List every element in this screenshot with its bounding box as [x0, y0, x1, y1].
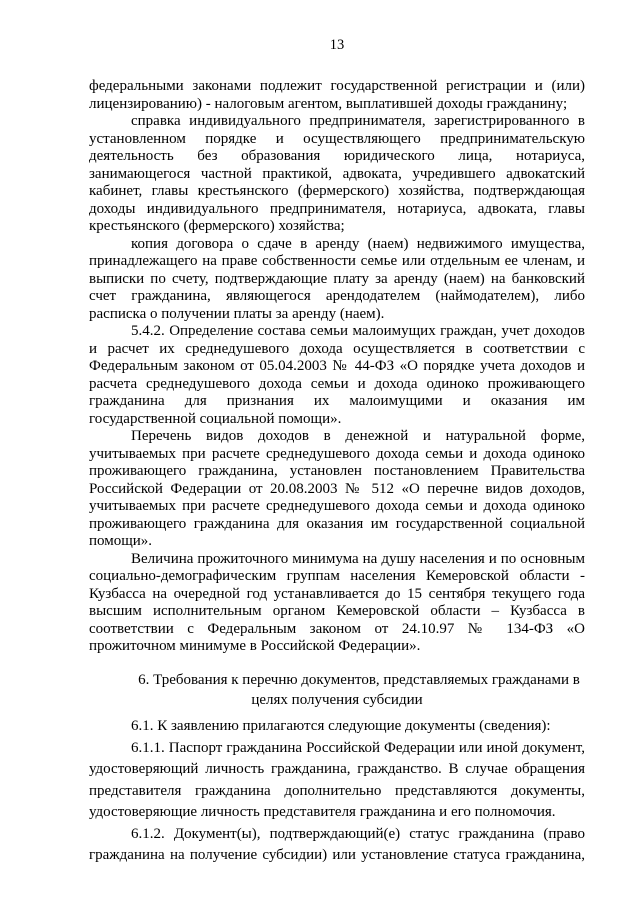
text-line: расписка о получении платы за аренду (наем). — [89, 305, 385, 322]
paragraph — [89, 738, 585, 824]
text-line: учитываемых при расчете среднедушевого дохода семьи и дохода одиноко — [89, 445, 585, 462]
section-6-heading — [89, 670, 585, 710]
text-line: справка индивидуального предпринимателя, зарегистрированного в — [131, 113, 585, 129]
text-line: и расчет их среднедушевого дохода осуществляется в соответствии с — [89, 340, 585, 357]
text-line: кабинет, главы крестьянского (фермерского) хозяйства, подтверждающая — [89, 183, 585, 199]
text-line: 6.1. К заявлению прилагаются следующие документы (сведения): — [131, 718, 551, 734]
page-number: 13 — [329, 37, 345, 53]
text-line: высшим исполнительным органом Кемеровской области – Кузбасса в — [89, 603, 585, 619]
text-line: деятельность без образования юридического лица, нотариуса, — [89, 148, 585, 164]
text-line: занимающегося частной практикой, адвоката, учредившего адвокатский — [89, 165, 585, 182]
text-line: 5.4.2. Определение состава семьи малоимущих граждан, учет доходов — [131, 323, 585, 339]
text-line: Перечень видов доходов в денежной и натуральной форме, — [131, 428, 585, 444]
text-line: доходы индивидуального предпринимателя, нотариуса, адвоката, главы — [89, 200, 585, 217]
text-line: 6.1.1. Паспорт гражданина Российской Федерации или иной документ, — [131, 739, 585, 756]
text-line: расчета среднедушевого дохода семьи и дохода одиноко проживающего — [89, 375, 585, 392]
paragraph — [89, 428, 585, 551]
text-line: помощи». — [89, 533, 153, 549]
text-line: проживающего гражданина для оказания им государственной социальной — [89, 515, 585, 532]
paragraph — [89, 824, 585, 867]
text-line: крестьянского (фермерского) хозяйства; — [89, 218, 345, 234]
text-line: счет гражданина, являющегося арендодателем (наймодателем), либо — [89, 288, 585, 304]
text-line: прожиточном минимуме в Российской Федерации». — [89, 638, 421, 654]
paragraph — [89, 323, 585, 428]
paragraph — [89, 551, 585, 656]
text-line: учитываемых при расчете среднедушевого дохода семьи и дохода одиноко — [89, 498, 585, 514]
heading-line: 6. Требования к перечню документов, представляемых гражданами в — [138, 672, 580, 688]
text-line: Российской Федерации от 20.08.2003 № 512 «О перечне видов доходов, — [89, 480, 585, 497]
text-line: установленном порядке и осуществляющего предпринимательскую — [89, 130, 585, 147]
paragraph — [89, 113, 585, 236]
text-line: социально-демографическим группам населения Кемеровской области - — [89, 568, 585, 584]
text-line: выписки по счету, подтверждающие плату за аренду (наем) на банковский — [89, 270, 585, 287]
text-line: представителя гражданина дополнительно представляются документы, — [89, 782, 585, 799]
text-line: соответствии с Федеральным законом от 24.10.97 № 134-ФЗ «О — [89, 620, 585, 637]
section-6-text — [89, 716, 585, 867]
text-line: принадлежащего на праве собственности семье или отдельным ее членам, и — [89, 253, 585, 269]
text-line: федеральными законами подлежит государственной регистрации и (или) — [89, 78, 585, 94]
text-line: удостоверяющие личность представителя гражданина и его полномочия. — [89, 804, 556, 820]
section-5-text — [89, 78, 585, 656]
text-line: Федеральным законом от 05.04.2003 № 44-ФЗ «О порядке учета доходов и — [89, 358, 585, 374]
paragraph — [89, 78, 585, 113]
text-line: гражданина на получение субсидии) или установление статуса гражданина, — [89, 847, 585, 863]
text-line: государственной социальной помощи». — [89, 410, 342, 427]
text-line: копия договора о сдаче в аренду (наем) недвижимого имущества, — [131, 235, 585, 252]
text-line: удостоверяющий личность гражданина, гражданство. В случае обращения — [89, 761, 585, 777]
text-line: гражданина для признания их малоимущими и оказания им — [89, 393, 585, 409]
text-line: проживающего гражданина, установлен постановлением Правительства — [89, 463, 585, 479]
text-line: Величина прожиточного минимума на душу населения и по основным — [131, 550, 585, 567]
text-line: лицензированию) - налоговым агентом, выплатившей доходы гражданину; — [89, 95, 568, 112]
paragraph — [89, 716, 585, 738]
heading-line: целях получения субсидии — [251, 692, 423, 708]
text-line: Кузбасса на очередной год устанавливается до 15 сентября текущего года — [89, 585, 585, 602]
text-line: 6.1.2. Документ(ы), подтверждающий(е) статус гражданина (право — [131, 825, 585, 842]
paragraph — [89, 236, 585, 324]
